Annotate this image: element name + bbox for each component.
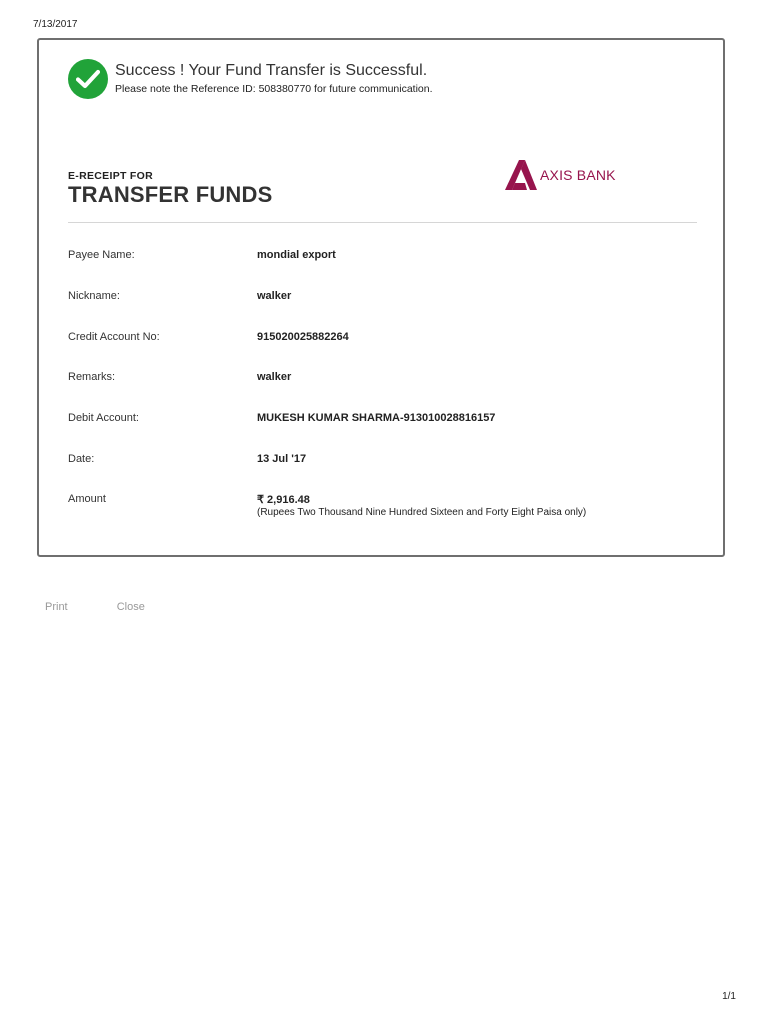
amount-in-words: (Rupees Two Thousand Nine Hundred Sixteen and Forty Eight Paisa only)	[257, 507, 587, 518]
axis-bank-logo	[505, 160, 616, 190]
amount-label: Amount	[68, 493, 106, 505]
reference-message: Please note the Reference ID: 508380770 for future communication.	[115, 83, 433, 95]
receipt-title: TRANSFER FUNDS	[68, 182, 273, 207]
axis-bank-logo-icon	[505, 160, 537, 190]
debit-account-value: MUKESH KUMAR SHARMA-913010028816157	[257, 412, 496, 424]
date-label: Date:	[68, 453, 95, 465]
credit-account-value: 915020025882264	[257, 331, 349, 343]
payee-name-label: Payee Name:	[68, 249, 135, 261]
page-number: 1/1	[722, 991, 736, 1002]
remarks-value: walker	[257, 371, 292, 383]
bank-name: AXIS BANK	[540, 167, 616, 183]
print-button[interactable]: Print	[45, 601, 68, 613]
payee-name-value: mondial export	[257, 249, 336, 261]
check-circle-icon	[68, 59, 108, 99]
receipt-actions	[45, 601, 145, 613]
print-date: 7/13/2017	[33, 19, 78, 30]
close-button[interactable]: Close	[116, 601, 145, 613]
debit-account-label: Debit Account:	[68, 412, 139, 424]
date-value: 13 Jul '17	[257, 453, 307, 465]
credit-account-label: Credit Account No:	[68, 331, 160, 343]
nickname-label: Nickname:	[68, 290, 120, 302]
amount-value: ₹ 2,916.48	[257, 494, 310, 506]
success-title: Success ! Your Fund Transfer is Successful.	[115, 62, 428, 79]
receipt-card	[37, 38, 725, 557]
nickname-value: walker	[257, 290, 292, 302]
receipt-subtitle: E-RECEIPT FOR	[68, 170, 153, 182]
divider	[68, 222, 697, 223]
success-banner	[68, 59, 433, 99]
remarks-label: Remarks:	[68, 371, 116, 383]
